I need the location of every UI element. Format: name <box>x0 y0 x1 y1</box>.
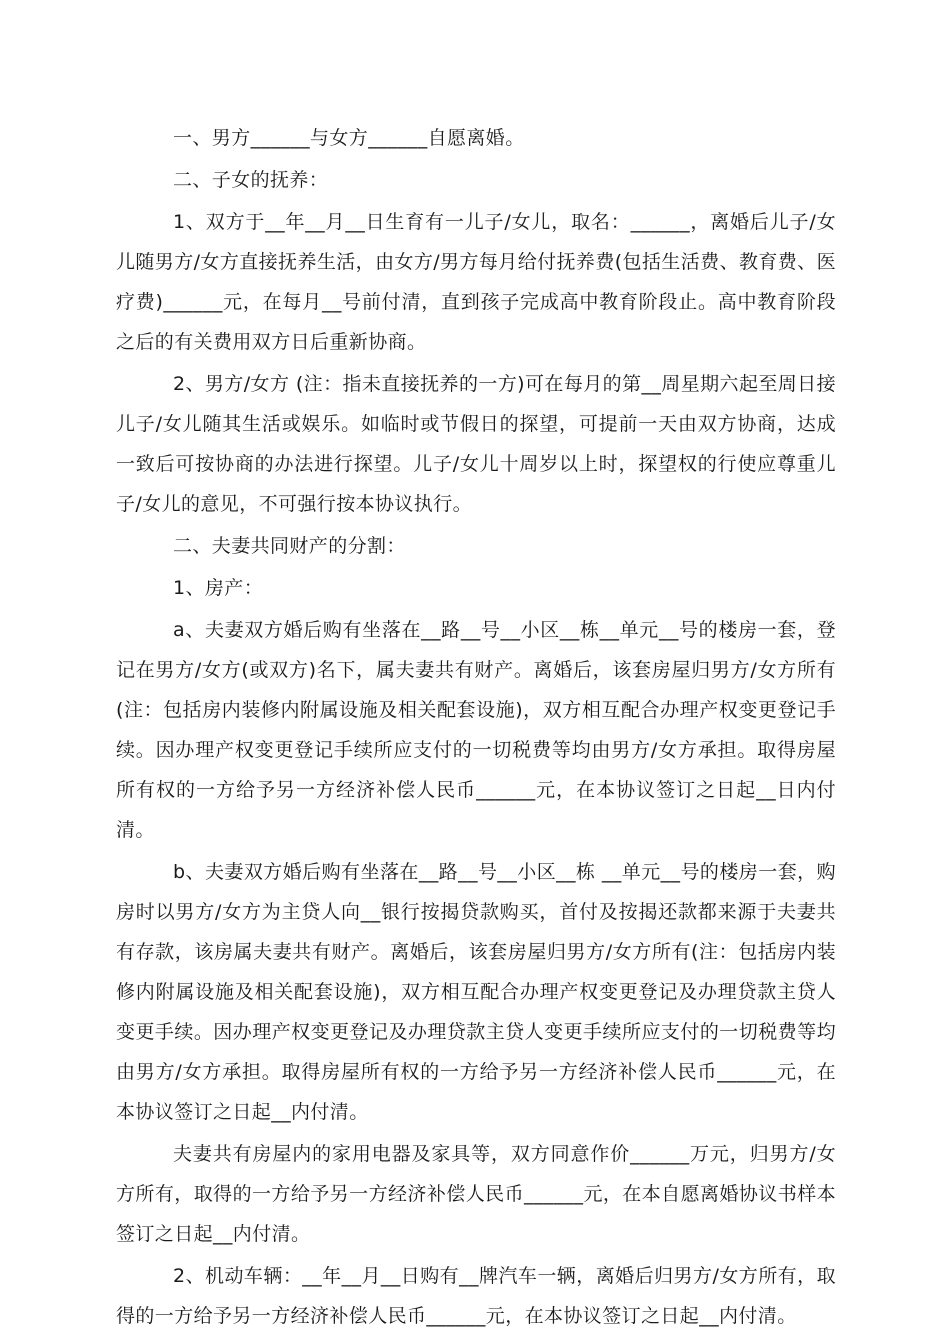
document-body <box>116 118 836 1338</box>
clause-child-support: 1、双方于__年__月__日生育有一儿子/女儿，取名：______，离婚后儿子/女儿随男方/女方直接抚养生活，由女方/男方每月给付抚养费(包括生活费、教育费、医疗费)______元，在每月__号前付清，直到孩子完成高中教育阶段止。高中教育阶段之后的有关费用双方日后重新协商。 <box>116 211 836 353</box>
heading-real-estate: 1、房产： <box>173 577 264 599</box>
heading-child-custody: 二、子女的抚养： <box>173 169 329 191</box>
clause-appliances-furniture: 夫妻共有房屋内的家用电器及家具等，双方同意作价______万元，归男方/女方所有，取得的一方给予另一方经济补偿人民币______元，在本自愿离婚协议书样本签订之日起__内付清。 <box>116 1143 836 1245</box>
clause-visitation-rights: 2、男方/女方 (注：指未直接抚养的一方)可在每月的第__周星期六起至周日接儿子/女儿随其生活或娱乐。如临时或节假日的探望，可提前一天由双方协商，达成一致后可按协商的办法进行探望。儿子/女儿十周岁以上时，探望权的行使应尊重儿子/女儿的意见，不可强行按本协议执行。 <box>116 373 836 515</box>
clause-house-b: b、夫妻双方婚后购有坐落在__路__号__小区__栋 __单元__号的楼房一套，购房时以男方/女方为主贷人向__银行按揭贷款购买，首付及按揭还款都来源于夫妻共有存款，该房属夫妻共有财产。离婚后，该套房屋归男方/女方所有(注：包括房内装修内附属设施及相关配套设施)，双方相互配合办理产权变更登记及办理贷款主贷人变更手续。因办理产权变更登记及办理贷款主贷人变更手续所应支付的一切税费等均由男方/女方承担。取得房屋所有权的一方给予另一方经济补偿人民币______元，在本协议签订之日起__内付清。 <box>116 861 836 1123</box>
clause-house-a: a、夫妻双方婚后购有坐落在__路__号__小区__栋__单元__号的楼房一套，登记在男方/女方(或双方)名下，属夫妻共有财产。离婚后，该套房屋归男方/女方所有(注：包括房内装修内附属设施及相关配套设施)，双方相互配合办理产权变更登记手续。因办理产权变更登记手续所应支付的一切税费等均由男方/女方承担。取得房屋所有权的一方给予另一方经济补偿人民币______元，在本协议签订之日起__日内付清。 <box>116 619 836 841</box>
clause-motor-vehicle: 2、机动车辆：__年__月__日购有__牌汽车一辆，离婚后归男方/女方所有，取得的一方给予另一方经济补偿人民币______元，在本协议签订之日起__内付清。 <box>116 1265 836 1327</box>
clause-voluntary-divorce: 一、男方______与女方______自愿离婚。 <box>173 127 525 149</box>
heading-property-division: 二、夫妻共同财产的分割： <box>173 535 406 557</box>
